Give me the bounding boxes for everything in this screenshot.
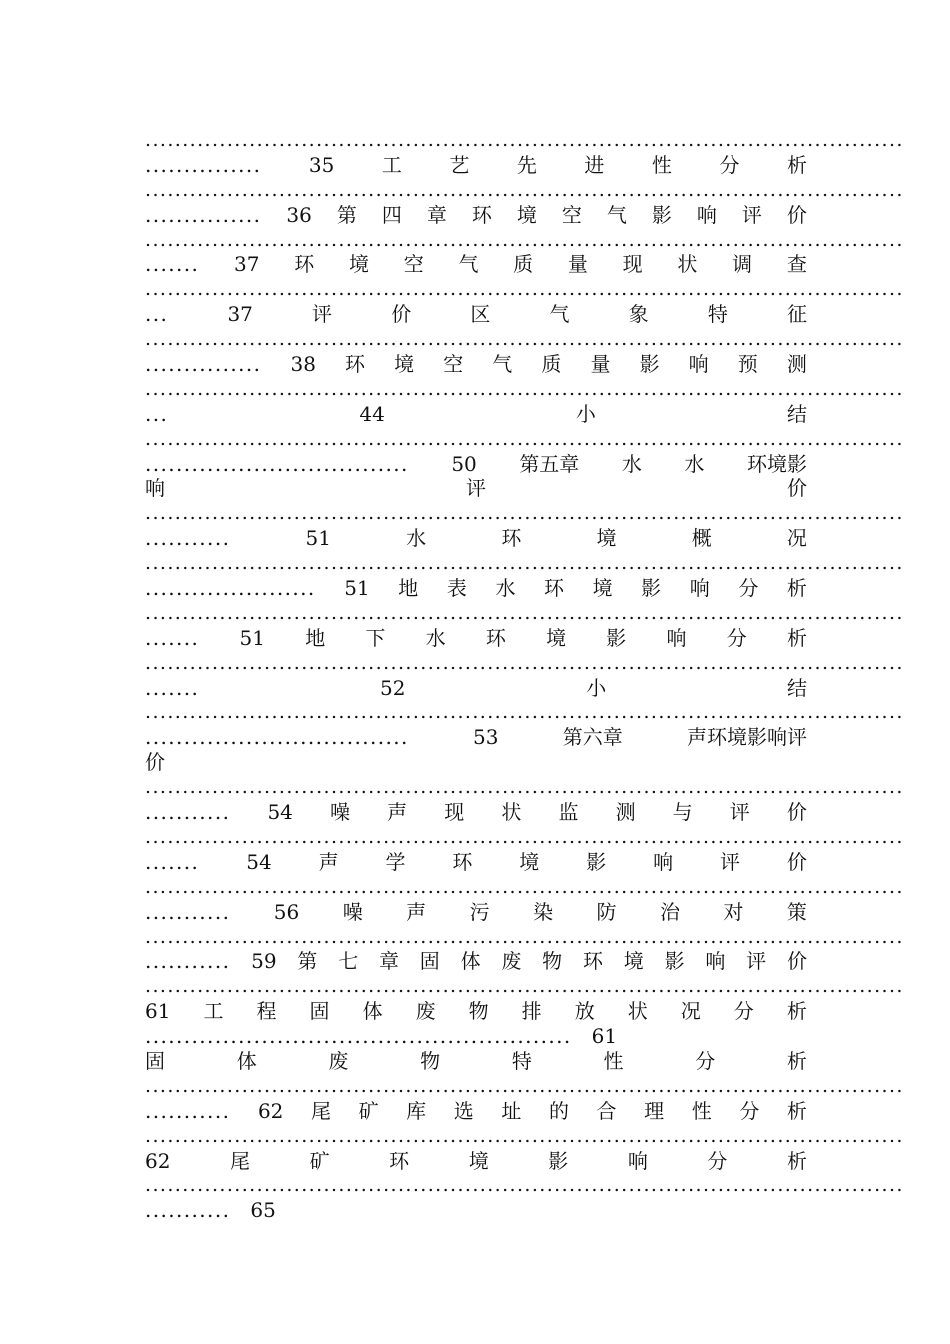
toc-title-text: 四 (381, 202, 402, 227)
toc-title-text: 质 (513, 252, 534, 277)
toc-title-text: 气 (458, 252, 479, 277)
toc-title-text: 噪 (330, 800, 351, 825)
toc-leader-dots: ....... (145, 252, 200, 277)
toc-title-text: 境 (394, 352, 415, 377)
toc-title-text: 境 (592, 576, 613, 601)
toc-leader-dots: ....... (145, 849, 200, 874)
toc-page-number: 35 (308, 152, 335, 177)
toc-title-text: 征 (786, 302, 807, 327)
toc-leader-line (145, 128, 904, 153)
toc-title-text: 评 (720, 849, 741, 874)
toc-leader-dots: ...................................................................................................... (145, 502, 904, 525)
toc-title-text: 响 (688, 352, 709, 377)
toc-title-text: 响 (627, 1148, 648, 1173)
toc-title-text: 与 (672, 800, 693, 825)
toc-title-text: 声 (318, 849, 339, 874)
toc-leader-dots: ............... (145, 352, 262, 377)
toc-leader-dots: ........... (145, 899, 231, 924)
toc-entry-line (145, 999, 807, 1024)
toc-page-number: 54 (246, 849, 272, 874)
toc-title-text: 策 (786, 899, 807, 924)
toc-leader-dots: ....... (145, 675, 200, 700)
toc-title-text: 响 (705, 949, 726, 974)
toc-title-text: 评 (741, 202, 762, 227)
toc-title-text: 小 (575, 401, 596, 426)
toc-title-text: 析 (786, 152, 807, 177)
toc-leader-dots: ...................................................................................................... (145, 377, 904, 400)
toc-entry-line (145, 526, 807, 551)
toc-title-text: 进 (584, 152, 605, 177)
toc-leader-dots: ...................................................................................................... (145, 552, 904, 575)
toc-title-text: 性 (603, 1048, 624, 1073)
toc-title-text: 气 (606, 202, 627, 227)
toc-entry-line (145, 352, 807, 377)
toc-title-text: 影 (586, 849, 607, 874)
toc-page-number: 37 (227, 302, 253, 327)
toc-title-text: 评 (466, 476, 486, 501)
toc-title-text: 声 (406, 899, 427, 924)
table-of-contents (145, 128, 904, 1223)
toc-leader-dots: ...................................................................................................... (145, 651, 904, 674)
toc-title-text: 概 (691, 526, 712, 551)
toc-title-text: 析 (786, 1148, 807, 1173)
toc-title-text: 现 (622, 252, 643, 277)
toc-title-text: 评 (729, 800, 750, 825)
toc-title-text: 环 (452, 849, 473, 874)
toc-leader-line (145, 974, 904, 999)
toc-title-text: 区 (470, 302, 491, 327)
toc-entry-line (145, 676, 807, 701)
toc-title-text: 特 (707, 302, 728, 327)
toc-title-text: 响 (689, 576, 710, 601)
toc-title-text: 学 (385, 849, 406, 874)
toc-title-text: 下 (365, 625, 386, 650)
toc-title-text: 声环境影响评 (686, 725, 807, 750)
toc-entry-line (145, 850, 807, 875)
toc-title-text: 影 (651, 202, 672, 227)
toc-title-text: 水 (406, 526, 427, 551)
toc-entry-line (145, 626, 807, 651)
toc-leader-dots: ...................... (145, 576, 316, 601)
toc-entry-line (145, 576, 807, 601)
toc-title-text: 测 (786, 352, 807, 377)
toc-leader-line (145, 875, 904, 900)
toc-title-text: 废 (415, 999, 436, 1024)
toc-title-text: 合 (596, 1098, 617, 1123)
toc-title-text: 价 (786, 202, 807, 227)
toc-title-text: 价 (786, 849, 807, 874)
toc-leader-dots: ............... (145, 152, 262, 177)
toc-title-text: 境 (519, 849, 540, 874)
toc-entry-line (145, 900, 807, 925)
toc-leader-line (145, 925, 904, 950)
toc-entry-line (145, 203, 807, 228)
toc-leader-line (145, 277, 904, 302)
toc-title-text: 影 (664, 949, 685, 974)
toc-leader-line (145, 700, 904, 725)
toc-title-text: 水 (621, 451, 642, 476)
toc-title-text: 析 (786, 625, 807, 650)
toc-leader-dots: ...................................................................................................... (145, 1124, 904, 1147)
toc-title-text: 气 (549, 302, 570, 327)
toc-leader-dots: ...................................................................................................... (145, 427, 904, 450)
toc-leader-line (145, 427, 904, 452)
toc-title-text: 境 (516, 202, 537, 227)
toc-title-text: 第 (336, 202, 357, 227)
toc-leader-dots: ....... (145, 625, 200, 650)
toc-leader-dots: ...................................................................................................... (145, 925, 904, 948)
toc-title-text: 库 (406, 1098, 427, 1123)
toc-title-text: 影 (641, 576, 662, 601)
toc-title-text: 治 (659, 899, 680, 924)
toc-title-text: 量 (567, 252, 588, 277)
toc-title-text: 矿 (358, 1098, 379, 1123)
toc-title-text: 评 (746, 949, 767, 974)
toc-page-number: 65 (250, 1198, 276, 1223)
toc-title-text: 状 (627, 999, 648, 1024)
toc-leader-dots: ....................................................... (145, 1024, 572, 1049)
toc-title-text: 物 (420, 1048, 441, 1073)
toc-leader-dots: ...................................................................................................... (145, 601, 904, 624)
toc-title-text: 境 (348, 252, 369, 277)
toc-title-text: 环 (544, 576, 565, 601)
toc-leader-dots: ... (145, 401, 169, 426)
toc-title-text: 尾 (230, 1148, 251, 1173)
toc-title-text: 固 (419, 949, 440, 974)
toc-title-text: 物 (468, 999, 489, 1024)
toc-title-text: 污 (469, 899, 490, 924)
toc-title-text: 量 (590, 352, 611, 377)
toc-title-text: 环境影 (746, 451, 807, 476)
toc-title-text: 环 (485, 625, 506, 650)
toc-title-text: 环 (345, 352, 366, 377)
toc-title-text: 声 (387, 800, 408, 825)
toc-entry-line (145, 153, 807, 178)
toc-title-text: 环 (582, 949, 603, 974)
toc-title-text: 析 (786, 999, 807, 1024)
toc-title-text: 章 (426, 202, 447, 227)
toc-title-text: 影 (548, 1148, 569, 1173)
toc-leader-dots: ........... (145, 949, 231, 974)
toc-title-text: 工 (203, 999, 224, 1024)
toc-title-text: 固 (309, 999, 330, 1024)
toc-leader-dots: ...................................................................................................... (145, 875, 904, 898)
toc-leader-dots: ...................................................................................................... (145, 1074, 904, 1097)
toc-title-text: 选 (453, 1098, 474, 1123)
toc-leader-line (145, 825, 904, 850)
toc-title-text: 气 (492, 352, 513, 377)
toc-title-text: 境 (546, 625, 567, 650)
toc-title-text: 响 (696, 202, 717, 227)
toc-title-text: 排 (521, 999, 542, 1024)
toc-title-text: 价 (786, 800, 807, 825)
toc-title-text: 析 (786, 1048, 807, 1073)
toc-page-number: 62 (257, 1098, 284, 1123)
toc-title-text: 废 (501, 949, 522, 974)
toc-title-text: 现 (444, 800, 465, 825)
toc-title-text: 矿 (309, 1148, 330, 1173)
toc-leader-line (145, 1173, 904, 1198)
toc-title-text: 理 (644, 1098, 665, 1123)
toc-title-text: 第五章 (519, 451, 580, 476)
toc-page-number: 53 (473, 725, 499, 750)
toc-title-text: 状 (677, 252, 698, 277)
toc-title-text: 体 (362, 999, 383, 1024)
toc-leader-line (145, 501, 904, 526)
toc-leader-dots: ........... (145, 1198, 231, 1223)
toc-page-number: 59 (251, 949, 277, 974)
toc-title-text: 价 (145, 750, 165, 775)
toc-title-text: 况 (680, 999, 701, 1024)
toc-title-text: 空 (443, 352, 464, 377)
toc-title-text: 调 (732, 252, 753, 277)
toc-title-text: 环 (471, 202, 492, 227)
toc-leader-dots: ...................................................................................................... (145, 278, 904, 301)
toc-title-text: 艺 (449, 152, 470, 177)
toc-leader-line (145, 1074, 904, 1099)
toc-page-number: 38 (290, 352, 316, 377)
toc-leader-dots: .................................. (145, 451, 409, 476)
toc-title-text: 噪 (342, 899, 363, 924)
toc-title-text: 影 (606, 625, 627, 650)
toc-leader-dots: ............... (145, 202, 262, 227)
toc-leader-line (145, 377, 904, 402)
toc-title-text: 性 (691, 1098, 712, 1123)
toc-title-text: 放 (574, 999, 595, 1024)
toc-entry-line (145, 800, 807, 825)
toc-leader-line (145, 327, 904, 352)
toc-title-text: 七 (338, 949, 359, 974)
toc-title-text: 响 (653, 849, 674, 874)
toc-leader-line (145, 601, 904, 626)
toc-entry-line (145, 302, 807, 327)
toc-title-text: 性 (651, 152, 672, 177)
toc-entry-line (145, 1099, 807, 1124)
toc-leader-dots: ...................................................................................................... (145, 1174, 904, 1197)
toc-page-number: 54 (267, 800, 293, 825)
toc-entry-line (145, 1198, 807, 1223)
toc-title-text: 响 (666, 625, 687, 650)
toc-leader-dots: ...................................................................................................... (145, 228, 904, 251)
toc-title-text: 价 (391, 302, 412, 327)
toc-leader-line (145, 178, 904, 203)
toc-page-number: 51 (344, 576, 370, 601)
toc-title-text: 境 (596, 526, 617, 551)
toc-leader-line (145, 228, 904, 253)
toc-title-text: 象 (628, 302, 649, 327)
toc-title-text: 固 (145, 1048, 165, 1073)
toc-page-number: 37 (234, 252, 260, 277)
toc-title-text: 价 (786, 949, 807, 974)
toc-title-text: 境 (468, 1148, 489, 1173)
toc-title-text: 表 (446, 576, 467, 601)
toc-title-text: 染 (533, 899, 554, 924)
toc-title-text: 环 (294, 252, 315, 277)
toc-title-text: 地 (305, 625, 326, 650)
toc-leader-dots: ........... (145, 800, 231, 825)
toc-entry-line (145, 252, 807, 277)
toc-page-number: 52 (380, 675, 406, 700)
toc-title-text: 体 (460, 949, 481, 974)
toc-title-text: 对 (723, 899, 744, 924)
toc-leader-dots: .................................. (145, 725, 409, 750)
toc-title-text: 地 (398, 576, 419, 601)
toc-page-number: 61 (145, 999, 171, 1024)
toc-title-text: 程 (256, 999, 277, 1024)
toc-entry-line (145, 1024, 807, 1049)
toc-page-number: 36 (286, 202, 312, 227)
toc-title-text: 预 (737, 352, 758, 377)
toc-title-text: 先 (516, 152, 537, 177)
toc-leader-dots: ........... (145, 526, 231, 551)
toc-title-text: 分 (707, 1148, 728, 1173)
toc-title-text: 废 (328, 1048, 349, 1073)
toc-title-text: 特 (511, 1048, 532, 1073)
toc-title-text: 分 (695, 1048, 716, 1073)
toc-title-text: 体 (236, 1048, 257, 1073)
toc-leader-dots: ...................................................................................................... (145, 701, 904, 724)
toc-title-text: 响 (145, 476, 165, 501)
toc-page-number: 44 (359, 401, 385, 426)
toc-title-text: 分 (726, 625, 747, 650)
toc-entry-line (145, 452, 807, 477)
toc-leader-line (145, 775, 904, 800)
toc-title-text: 尾 (310, 1098, 331, 1123)
toc-title-text: 质 (541, 352, 562, 377)
toc-page-number: 61 (591, 1024, 618, 1049)
toc-leader-dots: ... (145, 302, 169, 327)
toc-page-number: 51 (239, 625, 265, 650)
toc-leader-dots: ........... (145, 1098, 231, 1123)
toc-title-text: 空 (403, 252, 424, 277)
toc-leader-dots: ...................................................................................................... (145, 178, 904, 201)
toc-title-text: 第六章 (562, 725, 623, 750)
toc-title-text: 结 (786, 401, 807, 426)
toc-title-text: 影 (639, 352, 660, 377)
toc-title-text: 状 (501, 800, 522, 825)
toc-entry-line (145, 750, 807, 775)
toc-title-text: 的 (548, 1098, 569, 1123)
toc-title-text: 测 (615, 800, 636, 825)
toc-page-number: 51 (305, 526, 331, 551)
toc-title-text: 评 (312, 302, 333, 327)
toc-title-text: 空 (561, 202, 582, 227)
toc-title-text: 工 (381, 152, 402, 177)
toc-entry-line (145, 402, 807, 427)
toc-title-text: 环 (501, 526, 522, 551)
toc-title-text: 分 (739, 1098, 760, 1123)
toc-page-number: 50 (451, 451, 477, 476)
toc-leader-line (145, 1124, 904, 1149)
toc-title-text: 水 (684, 451, 705, 476)
toc-leader-line (145, 551, 904, 576)
toc-title-text: 章 (378, 949, 399, 974)
toc-leader-line (145, 651, 904, 676)
toc-title-text: 价 (787, 476, 807, 501)
toc-entry-line (145, 476, 807, 501)
toc-title-text: 址 (501, 1098, 522, 1123)
toc-page-number: 56 (273, 899, 300, 924)
toc-title-text: 分 (719, 152, 740, 177)
toc-title-text: 境 (623, 949, 644, 974)
toc-title-text: 析 (786, 1098, 807, 1123)
toc-title-text: 水 (425, 625, 446, 650)
toc-leader-dots: ...................................................................................................... (145, 975, 904, 998)
toc-title-text: 结 (786, 675, 807, 700)
toc-entry-line (145, 949, 807, 974)
toc-leader-dots: ...................................................................................................... (145, 328, 904, 351)
toc-title-text: 分 (738, 576, 759, 601)
toc-page-number: 62 (145, 1148, 171, 1173)
toc-entry-line (145, 725, 807, 750)
toc-title-text: 况 (786, 526, 807, 551)
toc-title-text: 小 (586, 675, 607, 700)
toc-title-text: 分 (733, 999, 754, 1024)
toc-leader-dots: ...................................................................................................... (145, 825, 904, 848)
toc-leader-dots: ...................................................................................................... (145, 776, 904, 799)
toc-title-text: 第 (297, 949, 318, 974)
toc-title-text: 物 (542, 949, 563, 974)
toc-entry-line (145, 1049, 807, 1074)
toc-leader-dots: ...................................................................................................... (145, 129, 904, 151)
toc-title-text: 析 (786, 576, 807, 601)
toc-title-text: 监 (558, 800, 579, 825)
toc-title-text: 环 (389, 1148, 410, 1173)
toc-title-text: 水 (495, 576, 516, 601)
toc-entry-line (145, 1149, 807, 1174)
toc-title-text: 查 (786, 252, 807, 277)
toc-title-text: 防 (596, 899, 617, 924)
